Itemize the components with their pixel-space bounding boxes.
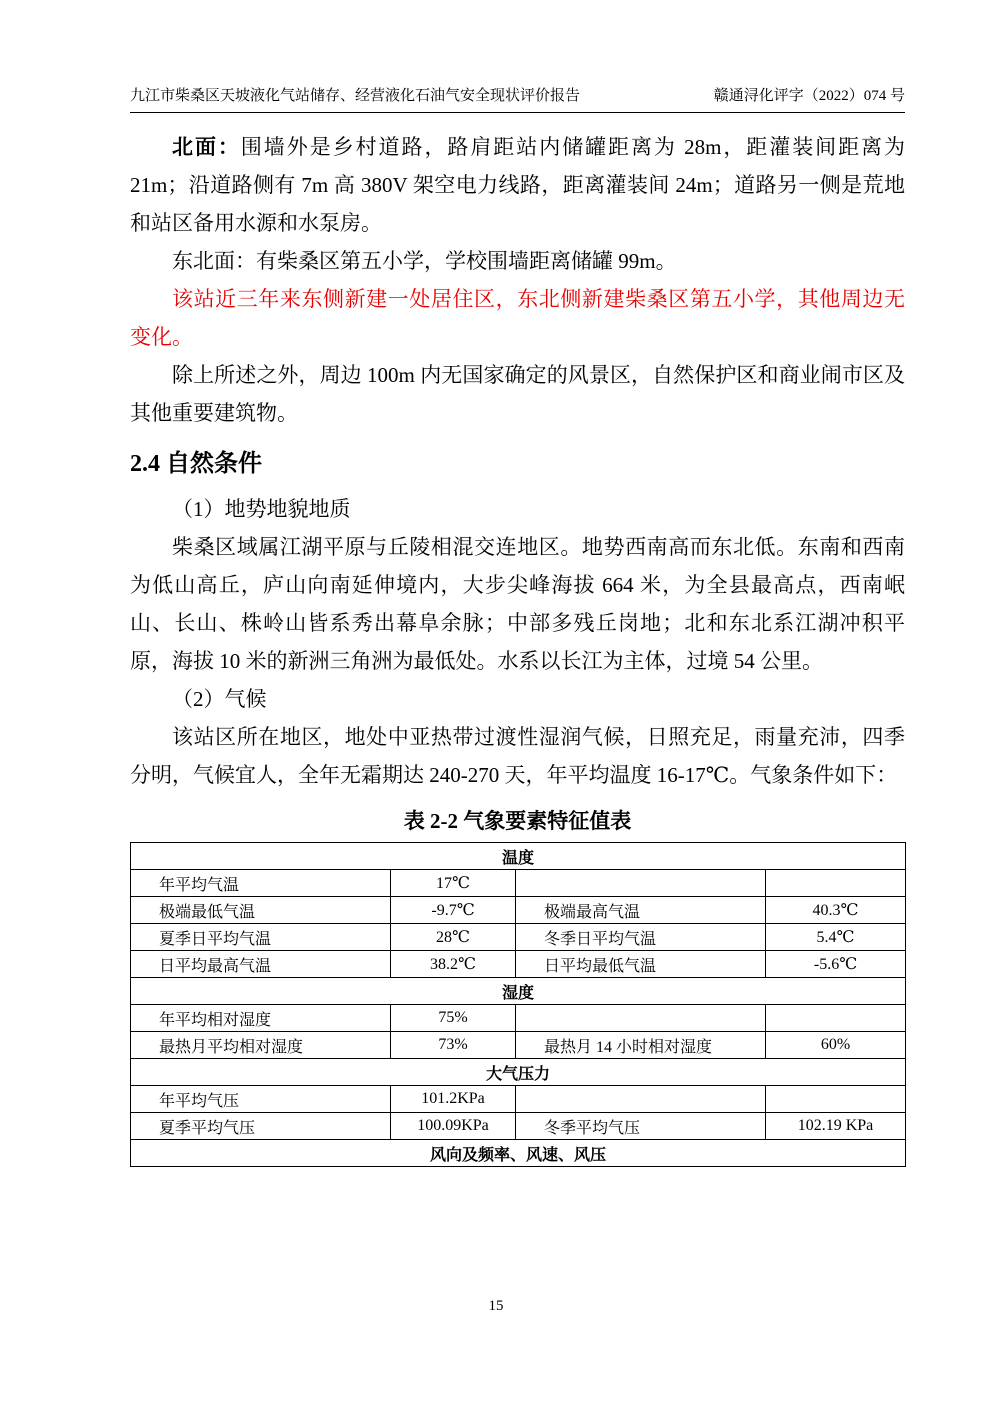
table-row — [131, 897, 906, 924]
table-section-row — [131, 843, 906, 870]
table-title: 表 2-2 气象要素特征值表 — [403, 809, 632, 833]
table-row — [131, 1086, 906, 1113]
weather-characteristics-table — [130, 842, 906, 1167]
paragraph-text: 围墙外是乡村道路，路肩距站内储罐距离为 28m，距灌装间距离为 21m；沿道路侧有 7m 高 380V 架空电力线路，距离灌装间 24m；道路另一侧是荒地和站区备用水源和水泵房。 — [130, 135, 906, 235]
table-row — [131, 1032, 906, 1059]
table-cell — [766, 870, 906, 897]
table-cell: 夏季日平均气温 — [131, 924, 391, 951]
table-cell: 日平均最高气温 — [131, 951, 391, 978]
table-cell: 日平均最低气温 — [516, 951, 766, 978]
table-cell: 60% — [766, 1032, 906, 1059]
paragraph-climate-description — [130, 718, 905, 794]
table-cell — [766, 1005, 906, 1032]
table-cell — [516, 870, 766, 897]
weather-table-body — [131, 843, 906, 1167]
header-report-title: 九江市柴桑区天坡液化气站储存、经营液化石油气安全现状评价报告 — [130, 88, 581, 104]
table-section-label: 大气压力 — [131, 1059, 906, 1086]
table-cell: 40.3℃ — [766, 897, 906, 924]
paragraph-surroundings-note — [130, 356, 905, 432]
table-row — [131, 870, 906, 897]
table-cell: 极端最高气温 — [516, 897, 766, 924]
table-row — [131, 924, 906, 951]
header-document-number: 赣通浔化评字（2022）074 号 — [713, 88, 905, 104]
table-cell: 75% — [391, 1005, 516, 1032]
table-section-row — [131, 978, 906, 1005]
paragraph-text: 除上所述之外，周边 100m 内无国家确定的风景区，自然保护区和商业闹市区及其他重要建筑物。 — [130, 363, 905, 425]
document-body — [130, 128, 905, 1167]
table-cell: 年平均气温 — [131, 870, 391, 897]
paragraph-recent-changes-highlight — [130, 280, 905, 356]
table-section-label: 湿度 — [131, 978, 906, 1005]
paragraph-text: （1）地势地貌地质 — [172, 497, 351, 521]
table-cell: 最热月平均相对湿度 — [131, 1032, 391, 1059]
table-cell: 夏季平均气压 — [131, 1113, 391, 1140]
table-cell: 年平均气压 — [131, 1086, 391, 1113]
table-cell: 冬季日平均气温 — [516, 924, 766, 951]
table-section-row — [131, 1059, 906, 1086]
table-cell: -5.6℃ — [766, 951, 906, 978]
table-cell: 极端最低气温 — [131, 897, 391, 924]
paragraph-text: （2）气候 — [172, 687, 267, 711]
table-cell: 年平均相对湿度 — [131, 1005, 391, 1032]
table-cell: 最热月 14 小时相对湿度 — [516, 1032, 766, 1059]
table-cell — [516, 1086, 766, 1113]
table-section-label: 温度 — [131, 843, 906, 870]
page-number: 15 — [488, 1298, 504, 1314]
page-footer — [0, 1298, 992, 1315]
paragraph-text: 柴桑区域属江湖平原与丘陵相混交连地区。地势西南高而东北低。东南和西南为低山高丘，庐山向南延伸境内，大步尖峰海拔 664 米，为全县最高点，西南岷山、长山、株岭山皆系秀出幕阜余脉；中部多残丘岗地；北和东北系江湖冲积平原，海拔 10 米的新洲三角洲为最低处。水系以长江为主体，过境 54 公里。 — [130, 535, 905, 673]
paragraph-lead: 北面： — [172, 135, 241, 159]
page-header — [130, 84, 905, 113]
paragraph-text: 东北面：有柴桑区第五小学，学校围墙距离储罐 99m。 — [172, 249, 677, 273]
table-cell: 17℃ — [391, 870, 516, 897]
table-row — [131, 1113, 906, 1140]
table-cell: 102.19 KPa — [766, 1113, 906, 1140]
table-cell: 28℃ — [391, 924, 516, 951]
table-cell: 101.2KPa — [391, 1086, 516, 1113]
table-row — [131, 951, 906, 978]
table-section-label: 风向及频率、风速、风压 — [131, 1140, 906, 1167]
table-cell: 38.2℃ — [391, 951, 516, 978]
table-row — [131, 1005, 906, 1032]
table-cell: -9.7℃ — [391, 897, 516, 924]
paragraph-north-side — [130, 128, 905, 242]
paragraph-text: 该站近三年来东侧新建一处居住区，东北侧新建柴桑区第五小学，其他周边无变化。 — [130, 287, 905, 349]
table-cell: 73% — [391, 1032, 516, 1059]
table-cell: 100.09KPa — [391, 1113, 516, 1140]
paragraph-northeast-side — [130, 242, 905, 280]
table-section-row — [131, 1140, 906, 1167]
table-cell: 5.4℃ — [766, 924, 906, 951]
paragraph-text: 该站区所在地区，地处中亚热带过渡性湿润气候，日照充足，雨量充沛，四季分明，气候宜人，全年无霜期达 240-270 天，年平均温度 16-17℃。气象条件如下： — [130, 725, 905, 787]
paragraph-terrain-subtitle — [130, 490, 905, 528]
table-cell — [766, 1086, 906, 1113]
section-heading-natural-conditions: 2.4 自然条件 — [130, 451, 262, 477]
table-cell: 冬季平均气压 — [516, 1113, 766, 1140]
table-cell — [516, 1005, 766, 1032]
paragraph-climate-subtitle — [130, 680, 905, 718]
paragraph-terrain-description — [130, 528, 905, 680]
